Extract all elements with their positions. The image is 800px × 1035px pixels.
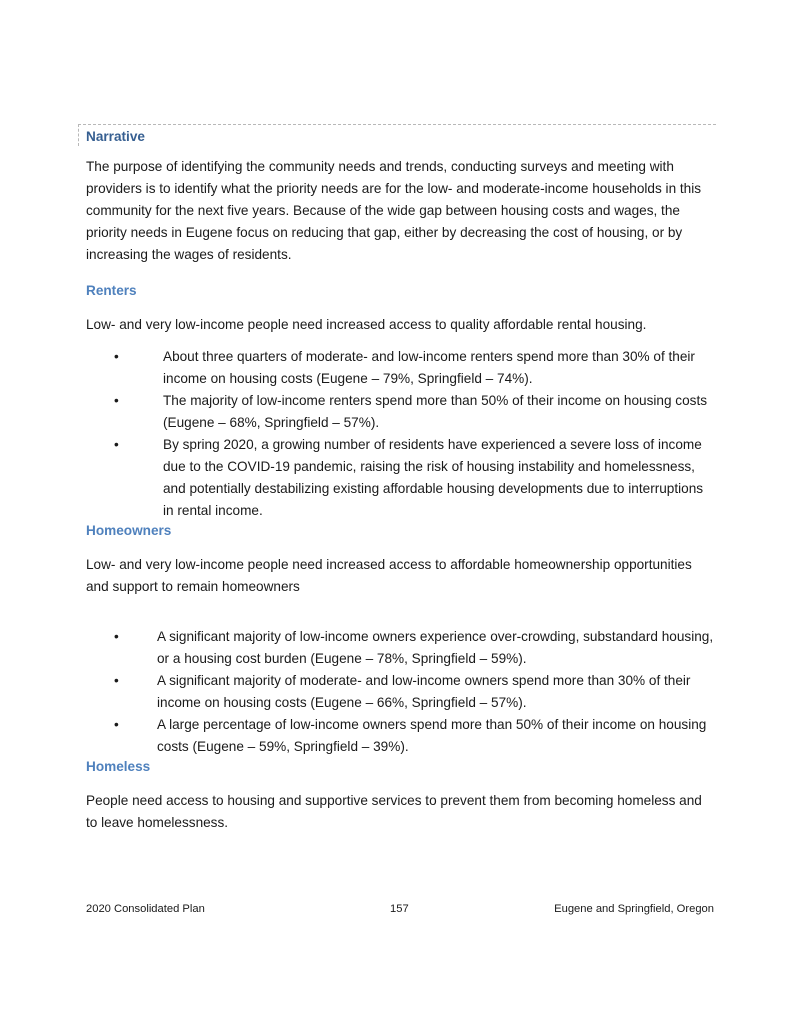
list-item (86, 626, 716, 670)
homeowners-bullet-list (86, 626, 716, 758)
list-item-text: About three quarters of moderate- and low-income renters spend more than 30% of their income on housing costs (Eugene – 79%, Springfield – 74%). (163, 349, 695, 386)
page-content (86, 128, 716, 834)
list-item-text: A large percentage of low-income owners spend more than 50% of their income on housing costs (Eugene – 59%, Springfield – 39%). (157, 717, 707, 754)
section-title: Narrative (86, 129, 145, 144)
section-frame-top-border (78, 124, 716, 125)
homeowners-heading: Homeowners (86, 523, 172, 538)
renters-lead-paragraph: Low- and very low-income people need increased access to quality affordable rental housing. (86, 317, 647, 332)
bullet-marker: • (114, 717, 119, 732)
list-item (86, 714, 716, 758)
list-item (86, 346, 716, 390)
section-frame-left-border (78, 124, 79, 146)
list-item (86, 390, 716, 434)
renters-bullet-list (86, 346, 716, 522)
bullet-marker: • (114, 629, 119, 644)
list-item-text: A significant majority of low-income owners experience over-crowding, substandard housing, or a housing cost burden (Eugene – 78%, Springfield – 59%). (157, 629, 714, 666)
bullet-marker: • (114, 437, 119, 452)
list-item-text: The majority of low-income renters spend more than 50% of their income on housing costs (Eugene – 68%, Springfield – 57%). (163, 393, 708, 430)
footer-document-title: 2020 Consolidated Plan (86, 903, 205, 915)
list-item (86, 434, 716, 522)
homeowners-lead-paragraph: Low- and very low-income people need increased access to affordable homeownership opportunities and support to remain homeowners (86, 557, 692, 594)
list-item-text: By spring 2020, a growing number of residents have experienced a severe loss of income due to the COVID-19 pandemic, raising the risk of housing instability and homelessness, and potentially destabilizing existing affordable housing developments due to interruptions in rental income. (163, 437, 704, 518)
homeless-lead-paragraph: People need access to housing and supportive services to prevent them from becoming homeless and to leave homelessness. (86, 793, 702, 830)
homeless-heading: Homeless (86, 759, 151, 774)
footer-jurisdiction: Eugene and Springfield, Oregon (554, 903, 714, 915)
renters-heading: Renters (86, 283, 137, 298)
list-item-text: A significant majority of moderate- and low-income owners spend more than 30% of their income on housing costs (Eugene – 66%, Springfield – 57%). (157, 673, 691, 710)
bullet-marker: • (114, 393, 119, 408)
footer-page-number: 157 (390, 903, 409, 915)
narrative-paragraph: The purpose of identifying the community needs and trends, conducting surveys and meeting with providers is to identify what the priority needs are for the low- and moderate-income households in this community for the next five years. Because of the wide gap between housing costs and wages, the priority needs in Eugene focus on reducing that gap, either by decreasing the cost of housing, or by increasing the wages of residents. (86, 159, 702, 262)
bullet-marker: • (114, 673, 119, 688)
bullet-marker: • (114, 349, 119, 364)
list-item (86, 670, 716, 714)
